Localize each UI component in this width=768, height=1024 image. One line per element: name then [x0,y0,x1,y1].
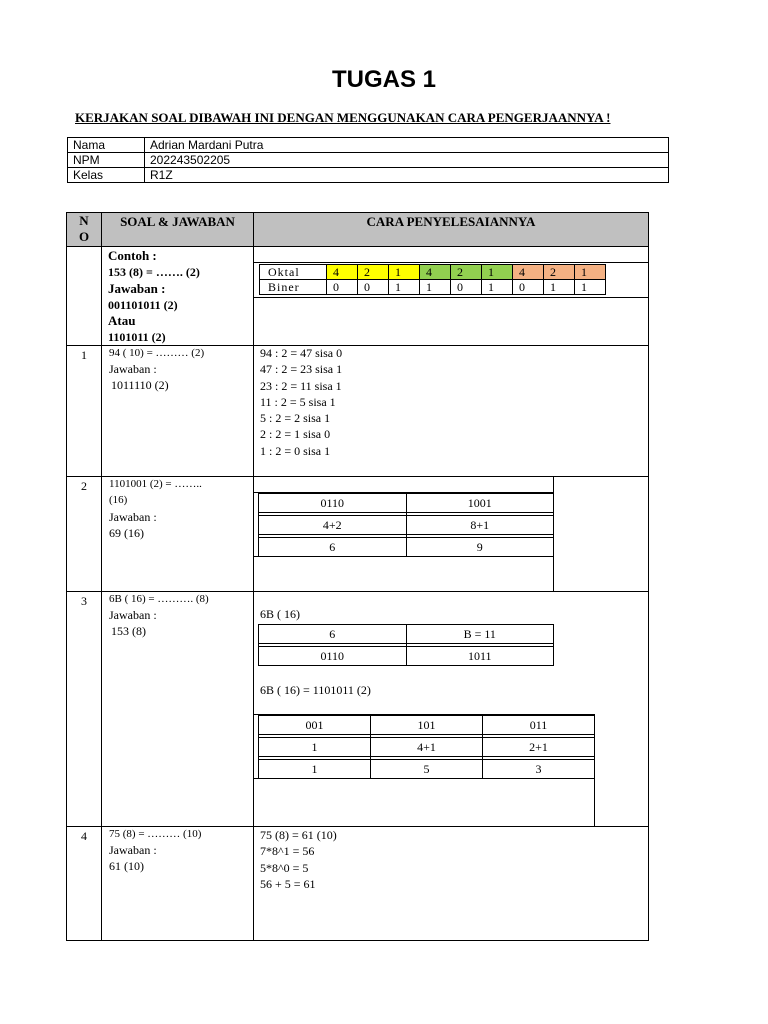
question-2-table [258,493,554,557]
table-cell: 001 [259,716,371,735]
octal-binary-table [259,264,606,295]
table-cell: 0110 [259,647,407,666]
binary-cell: 1 [420,280,451,295]
row-number: 3 [81,594,87,608]
octal-row [260,265,606,280]
binary-cell: 1 [544,280,575,295]
example-divider [253,262,648,263]
question-3-table-2 [258,715,595,779]
question-2-jawaban-label: Jawaban : [109,510,157,524]
identity-table [67,137,669,183]
question-2 [109,477,202,541]
table-row [259,625,554,644]
question-4-soal: 75 (8) = ……… (10) [109,828,202,840]
header-no-line2: O [78,229,90,244]
table-row [259,716,595,735]
octal-cell: 2 [358,265,389,280]
division-step: 94 : 2 = 47 sisa 0 [260,346,343,360]
calculation-step: 5*8^0 = 5 [260,860,309,875]
question-2-soal-line1: 1101001 (2) = …….. [109,478,202,490]
header-cara: CARA PENYELESAIANNYA [366,214,536,229]
binary-cell: 1 [482,280,513,295]
division-step: 11 : 2 = 5 sisa 1 [260,394,336,409]
example-contoh: Contoh : [108,248,157,263]
octal-cell: 1 [575,265,606,280]
table-cell: 2+1 [483,738,595,757]
octal-cell: 1 [389,265,420,280]
table-cell: 6 [259,538,407,557]
identity-value: 202243502205 [145,153,669,168]
example-question [108,248,200,346]
division-step: 23 : 2 = 11 sisa 1 [260,378,342,393]
question-1-soal: 94 ( 10) = ……… (2) [109,347,205,359]
octal-label: Oktal [260,265,327,280]
column-divider [101,212,102,941]
example-atau: Atau [108,313,136,328]
table-cell: 9 [406,538,554,557]
binary-cell: 0 [513,280,544,295]
binary-cell: 0 [358,280,389,295]
table-row [259,538,554,557]
question-4-jawaban: 61 (10) [109,859,144,873]
table-cell: 6 [259,625,407,644]
row-number: 2 [81,479,87,493]
table-cell: 101 [371,716,483,735]
table-cell: 1001 [406,494,554,513]
binary-label: Biner [260,280,327,295]
question-3-table-1 [258,624,554,666]
header-soal: SOAL & JAWABAN [120,214,235,229]
octal-cell: 1 [482,265,513,280]
table-cell: 3 [483,760,595,779]
division-step: 5 : 2 = 2 sisa 1 [260,411,331,426]
calculation-step: 75 (8) = 61 (10) [260,828,337,842]
question-4-jawaban-label: Jawaban : [109,843,157,857]
octal-cell: 2 [451,265,482,280]
table-cell: 4+2 [259,516,407,535]
row-number: 4 [81,829,87,843]
table-cell: 1 [259,760,371,779]
question-3-jawaban-label: Jawaban : [109,608,157,622]
table-cell: 1 [259,738,371,757]
question-2-jawaban: 69 (16) [109,526,144,540]
example-alt: 1101011 (2) [108,330,166,344]
binary-cell: 1 [575,280,606,295]
table-row [259,738,595,757]
octal-cell: 2 [544,265,575,280]
example-soal: 153 (8) = ……. (2) [108,265,200,279]
octal-cell: 4 [513,265,544,280]
calculation-step: 7*8^1 = 56 [260,844,315,859]
division-step: 1 : 2 = 0 sisa 1 [260,443,331,458]
identity-row-nama [68,138,669,153]
instruction-heading: KERJAKAN SOAL DIBAWAH INI DENGAN MENGGUNAKAN CARA PENGERJAANNYA ! [75,110,611,125]
identity-key: NPM [68,153,145,168]
page-title: TUGAS 1 [331,66,436,93]
table-cell: 011 [483,716,595,735]
question-2-soal-line2: (16) [109,494,128,506]
table-row [259,760,595,779]
header-no-line1: N [79,213,89,228]
row-divider [66,246,649,247]
table-cell: 4+1 [371,738,483,757]
calculation-step: 56 + 5 = 61 [260,876,316,891]
identity-value: R1Z [145,168,669,183]
octal-cell: 4 [327,265,358,280]
question-3 [109,592,209,639]
binary-cell: 0 [327,280,358,295]
question-3-result: 6B ( 16) = 1101011 (2) [260,683,371,697]
question-4 [109,827,201,874]
table-cell: B = 11 [406,625,554,644]
example-divider [253,297,648,298]
question-1 [109,346,204,393]
identity-row-npm [68,153,669,168]
table-cell: 5 [371,760,483,779]
identity-row-kelas [68,168,669,183]
table-row [259,647,554,666]
table-cell: 0110 [259,494,407,513]
table-row [259,494,554,513]
division-step: 47 : 2 = 23 sisa 1 [260,362,343,377]
example-jawaban-label: Jawaban : [108,280,166,296]
table-cell: 8+1 [406,516,554,535]
binary-cell: 1 [389,280,420,295]
question-3-jawaban: 153 (8) [111,624,146,638]
question-1-jawaban: 1011110 (2) [111,378,169,392]
octal-cell: 4 [420,265,451,280]
identity-key: Kelas [68,168,145,183]
question-1-jawaban-label: Jawaban : [109,362,157,376]
question-1-steps [260,345,342,459]
identity-value: Adrian Mardani Putra [145,138,669,153]
header-no [67,213,101,245]
binary-cell: 0 [451,280,482,295]
question-4-steps [260,827,337,892]
question-3-soal: 6B ( 16) = ………. (8) [109,593,209,605]
row-number: 1 [81,348,87,362]
question-3-label: 6B ( 16) [260,607,300,621]
identity-key: Nama [68,138,145,153]
table-row [259,516,554,535]
example-jawaban: 001101011 (2) [108,297,178,312]
division-step: 2 : 2 = 1 sisa 0 [260,427,331,442]
binary-row [260,280,606,295]
table-cell: 1011 [406,647,554,666]
